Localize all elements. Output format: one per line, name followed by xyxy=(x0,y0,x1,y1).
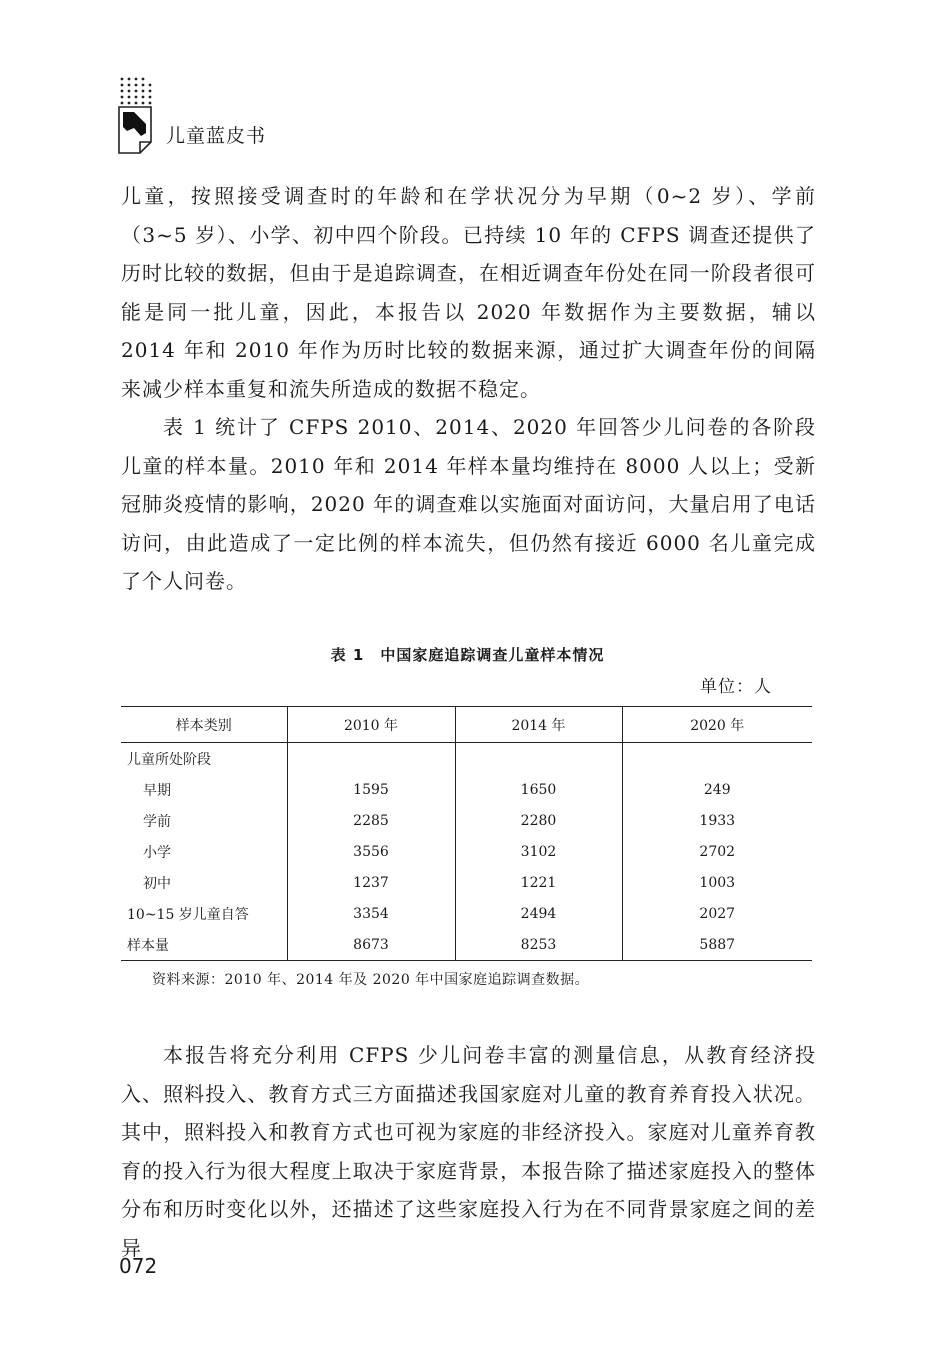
row-label: 学前 xyxy=(143,813,171,830)
table-cell: 2280 xyxy=(455,805,622,836)
row-label: 初中 xyxy=(143,875,171,892)
table-cell: 5887 xyxy=(622,929,812,961)
row-label: 早期 xyxy=(143,782,171,799)
row-label: 样本量 xyxy=(121,929,287,961)
table-cell: 2027 xyxy=(622,898,812,929)
table-cell: 3102 xyxy=(455,836,622,867)
table-cell xyxy=(287,743,455,775)
table-row xyxy=(121,805,812,836)
table-cell: 8253 xyxy=(455,929,622,961)
table-cell: 1933 xyxy=(622,805,812,836)
table-unit: 单位：人 xyxy=(700,677,772,697)
table-cell: 2702 xyxy=(622,836,812,867)
table-row xyxy=(121,743,812,775)
table-row xyxy=(121,867,812,898)
paragraph-1: 儿童，按照接受调查时的年龄和在学状况分为早期（0~2 岁）、学前（3~5 岁）、小学、初中四个阶段。已持续 10 年的 CFPS 调查还提供了历时比较的数据，但由于是追踪调查，在相近调查年份处在同一阶段者很可能是同一批儿童，因此，本报告以 2020 年数据作为主要数据，辅以 2014 年和 2010 年作为历时比较的数据来源，通过扩大调查年份的间隔来减少样本重复和流失所造成的数据不稳定。 xyxy=(121,184,816,401)
page-number: 072 xyxy=(119,1254,158,1278)
series-logo xyxy=(118,76,158,156)
dots-pattern-icon xyxy=(118,76,158,106)
column-header: 样本类别 xyxy=(121,707,287,743)
table-cell: 2494 xyxy=(455,898,622,929)
table-cell: 2285 xyxy=(287,805,455,836)
series-title: 儿童蓝皮书 xyxy=(166,125,267,147)
table-row xyxy=(121,774,812,805)
table-cell xyxy=(622,743,812,775)
table-source-note: 资料来源：2010 年、2014 年及 2020 年中国家庭追踪调查数据。 xyxy=(152,972,590,988)
table-row-total xyxy=(121,929,812,961)
sample-table xyxy=(121,706,812,961)
table-cell: 1237 xyxy=(287,867,455,898)
row-label: 10~15 岁儿童自答 xyxy=(127,906,249,923)
table-caption: 表 1 中国家庭追踪调查儿童样本情况 xyxy=(330,646,605,664)
column-header: 2010 年 xyxy=(287,707,455,743)
table-cell: 1595 xyxy=(287,774,455,805)
table-cell: 8673 xyxy=(287,929,455,961)
paragraph-3: 本报告将充分利用 CFPS 少儿问卷丰富的测量信息，从教育经济投入、照料投入、教育方式三方面描述我国家庭对儿童的教育养育投入状况。其中，照料投入和教育方式也可视为家庭的非经济投入。家庭对儿童养育教育的投入行为很大程度上取决于家庭背景，本报告除了描述家庭投入的整体分布和历时变化以外，还描述了这些家庭投入行为在不同背景家庭之间的差异 xyxy=(121,1043,816,1260)
paragraph-2: 表 1 统计了 CFPS 2010、2014、2020 年回答少儿问卷的各阶段儿童的样本量。2010 年和 2014 年样本量均维持在 8000 人以上；受新冠肺炎疫情的影响，2020 年的调查难以实施面对面访问，大量启用了电话访问，由此造成了一定比例的样本流失，但仍然有接近 6000 名儿童完成了个人问卷。 xyxy=(121,415,816,594)
table-row xyxy=(121,898,812,929)
table-cell: 3556 xyxy=(287,836,455,867)
row-label: 小学 xyxy=(143,844,171,861)
book-corner-icon xyxy=(118,106,158,154)
table-cell: 1650 xyxy=(455,774,622,805)
table-row xyxy=(121,836,812,867)
table-cell: 1003 xyxy=(622,867,812,898)
row-label: 儿童所处阶段 xyxy=(127,751,211,768)
table-cell: 1221 xyxy=(455,867,622,898)
column-header: 2020 年 xyxy=(622,707,812,743)
column-header: 2014 年 xyxy=(455,707,622,743)
table-cell: 249 xyxy=(622,774,812,805)
table-cell xyxy=(455,743,622,775)
table-header-row xyxy=(121,707,812,743)
table-cell: 3354 xyxy=(287,898,455,929)
